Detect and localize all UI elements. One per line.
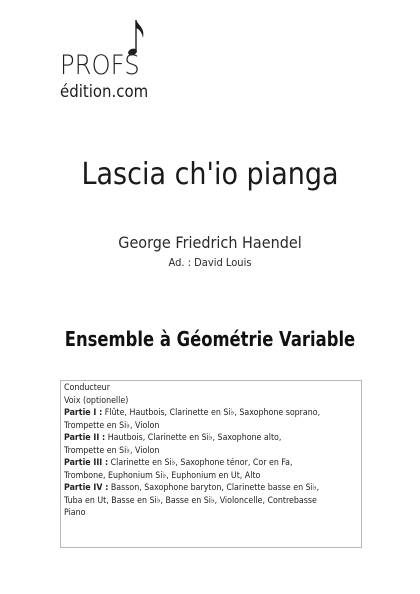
instrumentation-box — [60, 380, 362, 548]
part-2-label: Partie II : — [64, 432, 106, 443]
logo-brand-text: PROFS — [60, 50, 140, 81]
part-3-line-1 — [64, 457, 356, 470]
part-1-line-2: Trompette en Si♭, Violon — [64, 419, 160, 431]
conductor-line: Conducteur — [64, 382, 110, 393]
part-3-line-2: Trombone, Euphonium Si♭, Euphonium en Ut, Alto — [64, 469, 261, 481]
part-2-line-1 — [64, 432, 356, 445]
instrumentation-list — [64, 382, 356, 520]
composer-name: George Friedrich Haendel — [118, 233, 302, 252]
part-3-label: Partie III : — [64, 457, 109, 468]
part-4-line-2: Tuba en Ut, Basse en Si♭, Basse en Si♭, Violoncelle, Contrebasse — [64, 494, 317, 506]
part-2-line-2: Trompette en Si♭, Violon — [64, 444, 160, 456]
piano-line: Piano — [64, 507, 86, 518]
arranger-credit: Ad. : David Louis — [168, 256, 252, 269]
part-3-instruments-1: Clarinette en Si♭, Saxophone ténor, Cor en Fa, — [110, 457, 293, 468]
ensemble-type: Ensemble à Géométrie Variable — [64, 327, 356, 351]
part-2-instruments-1: Hautbois, Clarinette en Si♭, Saxophone alto, — [107, 432, 282, 443]
voice-line: Voix (optionelle) — [64, 394, 129, 406]
part-4-line-1 — [64, 482, 356, 495]
profs-edition-logo — [60, 18, 160, 102]
piece-title: Lascia ch'io pianga — [81, 157, 339, 192]
part-4-instruments-1: Basson, Saxophone baryton, Clarinette basse en Si♭, — [110, 482, 320, 493]
logo-site-text: édition.com — [60, 82, 149, 102]
part-1-instruments-1: Flûte, Hautbois, Clarinette en Si♭, Saxophone soprano, — [104, 407, 321, 418]
part-1-line-1 — [64, 407, 356, 420]
part-1-label: Partie I : — [64, 407, 103, 418]
part-4-label: Partie IV : — [64, 482, 109, 493]
